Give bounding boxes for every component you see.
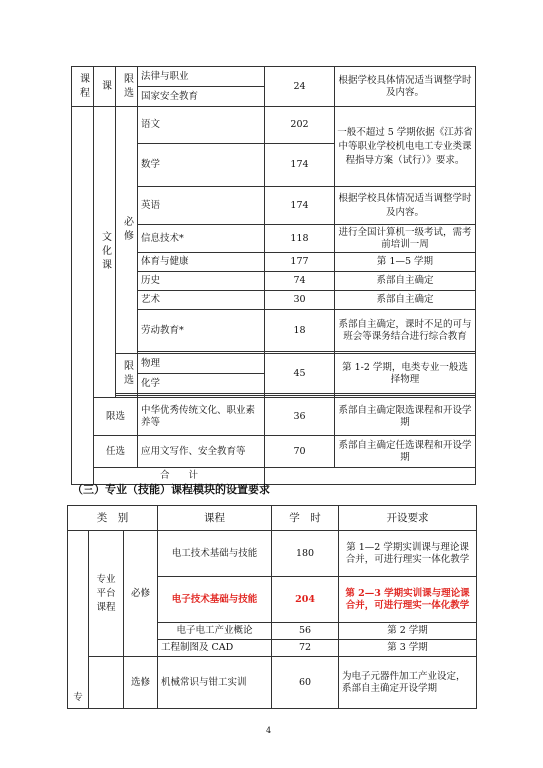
header-category: 类 别	[68, 506, 158, 531]
course-note: 系部自主确定任选课程和开设学期	[335, 436, 476, 468]
course-note: 系部自主确定，课时不足的可与班会等课务结合进行综合教育	[335, 310, 476, 352]
course-note: 第 1—2 学期实训课与理论课合并，可进行理实一体化教学	[339, 531, 477, 577]
course-hours: 174	[265, 144, 335, 187]
course-hours: 202	[265, 107, 335, 144]
course-name: 法律与职业	[138, 67, 265, 87]
course-note: 进行全国计算机一级考试，需考前培训一周	[335, 225, 476, 253]
elective-cell: 限选	[116, 67, 138, 107]
course-name: 机械常识与钳工实训	[158, 657, 272, 709]
course-note: 系部自主确定限选课程和开设学期	[335, 398, 476, 436]
course-name: 英语	[138, 187, 265, 225]
course-hours: 174	[265, 187, 335, 225]
total-label: 合 计	[94, 468, 265, 485]
course-note: 一般不超过 5 学期依据《江苏省中等职业学校机电电工专业类课程指导方案（试行）》要求。	[335, 107, 476, 187]
category-cell: 课程	[72, 67, 94, 107]
total-label-spacer	[265, 468, 476, 485]
header-course: 课程	[158, 506, 272, 531]
header-hours: 学 时	[272, 506, 339, 531]
course-name: 数学	[138, 144, 265, 187]
course-hours: 60	[272, 657, 339, 709]
course-note: 系部自主确定	[335, 272, 476, 291]
course-note: 第 1-2 学期，电类专业一般选择物理	[335, 354, 476, 394]
category-cell: 课	[94, 67, 116, 107]
empty-cell	[72, 107, 94, 485]
course-name: 化学	[138, 374, 265, 394]
course-hours: 18	[265, 310, 335, 352]
course-note: 第 3 学期	[339, 640, 477, 657]
course-hours: 24	[265, 67, 335, 107]
course-hours: 36	[265, 398, 335, 436]
header-requirement: 开设要求	[339, 506, 477, 531]
course-note: 系部自主确定	[335, 291, 476, 310]
course-name: 劳动教育*	[138, 310, 265, 352]
course-name: 语文	[138, 107, 265, 144]
course-name-highlight: 电子技术基础与技能	[158, 577, 272, 623]
course-name: 应用文写作、安全教育等	[138, 436, 265, 468]
course-hours: 70	[265, 436, 335, 468]
course-name: 体育与健康	[138, 253, 265, 272]
course-name: 信息技术*	[138, 225, 265, 253]
course-name: 中华优秀传统文化、职业素养等	[138, 398, 265, 436]
page-number: 4	[266, 726, 272, 735]
course-hours: 74	[265, 272, 335, 291]
professional-cell: 专	[68, 531, 89, 709]
course-name: 工程制图及 CAD	[158, 640, 272, 657]
required-cell: 必修	[116, 107, 138, 354]
course-hours: 180	[272, 531, 339, 577]
required-cell: 必修	[124, 531, 158, 657]
course-name: 国家安全教育	[138, 87, 265, 107]
course-hours: 72	[272, 640, 339, 657]
course-note-highlight: 第 2—3 学期实训课与理论课合并，可进行理实一体化教学	[339, 577, 477, 623]
course-note: 根据学校具体情况适当调整学时及内容。	[335, 67, 476, 107]
course-name: 电子电工产业概论	[158, 623, 272, 640]
elective-cell: 限选	[116, 354, 138, 394]
course-name: 历史	[138, 272, 265, 291]
course-name: 物理	[138, 354, 265, 374]
course-note: 第 1—5 学期	[335, 253, 476, 272]
course-name: 艺术	[138, 291, 265, 310]
public-basic-course-table	[71, 66, 476, 485]
course-note: 根据学校具体情况适当调整学时及内容。	[335, 187, 476, 225]
course-hours: 56	[272, 623, 339, 640]
course-hours: 118	[265, 225, 335, 253]
platform-course-cell: 专业平台课程	[89, 531, 124, 657]
professional-course-table	[67, 505, 477, 709]
section-title: （三）专业（技能）课程模块的设置要求	[72, 483, 270, 496]
course-hours: 45	[265, 354, 335, 394]
category-cell: 限选	[94, 398, 138, 436]
course-name: 电工技术基础与技能	[158, 531, 272, 577]
course-hours: 30	[265, 291, 335, 310]
course-note: 为电子元器件加工产业设定，系部自主确定开设学期	[339, 657, 477, 709]
elective-cell: 选修	[124, 657, 158, 709]
category-cell: 任选	[94, 436, 138, 468]
course-hours-highlight: 204	[272, 577, 339, 623]
culture-course-cell: 文化课	[94, 107, 116, 398]
course-note: 第 2 学期	[339, 623, 477, 640]
course-hours: 177	[265, 253, 335, 272]
